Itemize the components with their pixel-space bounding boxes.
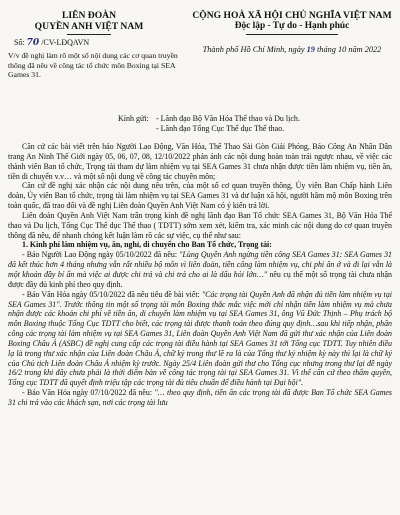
p4-tail: nêu cụ thể một số trọng tài chưa nhận được đầy đủ kinh phí theo quy định. — [8, 269, 392, 289]
issuer-name-line2: QUYỀN ANH VIỆT NAM — [34, 21, 144, 32]
ref-number-handwritten: 70 — [26, 38, 40, 48]
paragraph-6 — [8, 388, 392, 408]
p4-lead: - Báo Người Lao Động ngày 05/10/2022 đã nêu: — [22, 250, 180, 260]
paragraph-1: Căn cứ các bài viết trên báo Người Lao Động, Văn Hóa, Thể Thao Sài Gòn Giải Phóng, Báo Công An Nhân Dân trang An Ninh Thế Giới ngày 05, 06, 07, 08, 12/10/2022 phản ánh các nội dung hoàn toàn trái ngược nhau, về việc các thành viên Ban tổ chức, Trọng tài tham dự làm nhiệm vụ tại SEA Games 31 chưa nhận được tiền làm nhiệm vụ, tiền ăn, tiền di chuyển v.v… và một số nội dung về công tác chuyên môn; — [8, 142, 392, 181]
motto-divider — [246, 34, 338, 35]
p6-lead: - Báo Văn Hóa ngày 07/10/2022 đã nêu: — [22, 388, 155, 398]
p5-quote: "Các trọng tài Quyền Anh đã nhận đủ tiền làm nhiệm vụ tại SEA Games 31". Trước thông tin một số trọng tài môn Boxing thắc mắc việc mới chỉ nhận tiền làm nhiệm vụ mà chưa nhận được các khoản chi phí về tiền ăn, di chuyển làm nhiệm vụ tại SEA Games 31, ông Vũ Đức Thịnh – Phụ trách bộ môn Boxing thuộc Tổng Cục TDTT cho biết, các trọng tài được thanh toán theo đúng quy định…sau khi tiếp nhận, phân công các trọng tài làm nhiệm vụ tại SEA Games 31, Liên đoàn Quyền Anh Việt Nam đã gửi thư xác nhận của Liên đoàn Boxing Châu Á (ASBC) đề nghị cung cấp các trọng tài điều hành tại SEA Games 31 tới Tổng cục TDTT. Tuy nhiên điều lạ là trong thư xác nhận của Liên đoàn Châu Á, chữ ký trong thư lẽ ra là của Tổng thư ký nhiệm kỳ này thì lại là chữ ký của Chủ tịch Liên đoàn Châu Á nhiệm kỳ trước. Ngày 25/4 Liên đoàn gửi thư cho Tổng cục nhưng trong thư lại đề ngày 16/2 trong khi đây chưa phải là thời điểm bàn về công tác trọng tài tại SEA Games 31. Vì thế căn cứ theo thẩm quyền, Tổng cục TDTT đã quyết định triệu tập các trọng tài đủ tiêu chuẩn để điều hành tại Đại hội". — [8, 289, 392, 388]
date-prefix: Thành phố Hồ Chí Minh, ngày — [202, 45, 307, 54]
document-subject: V/v đề nghị làm rõ một số nội dung các cơ quan truyền thông đã nêu về công tác tổ chức môn Boxing tại SEA Games 31. — [8, 51, 178, 80]
p4-quote: "Lùng Quyền Anh ngừng tiền công SEA Games 31: SEA Games 31 đã kết thúc hơn 4 tháng nhưng vẫn rất nhiều bộ môn vì liên đoàn, tiền công làm nhiệm vụ, chi phí ăn ở và đi lại vẫn là một khoản đầy bí ẩn mà việc ai được chi trả và chi trả cho ai là dấu hỏi lớn…" — [8, 250, 392, 279]
recipients — [118, 114, 388, 134]
document-number — [14, 38, 89, 48]
ref-prefix: Số: — [14, 38, 27, 47]
paragraph-2: Căn cứ đề nghị xác nhận các nội dung nêu trên, của một số cơ quan truyền thông, Ủy viên Ban Chấp hành Liên đoàn, Ủy viên Ban tổ chức, trọng tài làm nhiệm vụ tại SEA Games 31 và dư luận xã hội, người hâm mộ môn Boxing trên toàn quốc, đã trao đổi và đề nghị Liên đoàn Quyền Anh Việt Nam có ý kiến trả lời. — [8, 181, 392, 211]
paragraph-5 — [8, 290, 392, 388]
paragraph-3: Liên đoàn Quyền Anh Việt Nam trân trọng kính đề nghị lãnh đạo Ban Tổ chức SEA Games 31, Bộ Văn Hóa Thể thao và Du lịch, Tổng Cục Thể dục Thể thao ( TDTT) sớm xem xét, kiểm tra, xác minh các nội dung do cơ quan truyền thông đã nêu, để nhanh chóng kết luận làm rõ các sự việc, cụ thể như sau: — [8, 210, 392, 240]
national-title: CỘNG HOÀ XÃ HỘI CHỦ NGHĨA VIỆT NAM — [192, 10, 392, 21]
recipient-1: - Lãnh đạo Bộ Văn Hóa Thể thao và Du lịch. — [156, 114, 300, 123]
date-day-handwritten: 19 — [306, 45, 315, 54]
recipients-label: Kính gửi: — [118, 114, 149, 123]
issuer-name-line1: LIÊN ĐOÀN — [61, 10, 117, 21]
national-motto: Độc lập - Tự do - Hạnh phúc — [234, 21, 350, 31]
ref-suffix: /CV-LĐQAVN — [39, 38, 90, 47]
paragraph-4 — [8, 250, 392, 289]
p6-quote: "… theo quy định, tiền ăn các trọng tài đã được Ban Tổ chức SEA Games 31 chi trả vào các khách sạn, nơi các trọng tài lưu — [8, 388, 392, 407]
section-heading-1: 1. Kinh phí làm nhiệm vụ, ăn, nghỉ, di chuyển cho Ban Tổ chức, Trọng tài: — [22, 240, 272, 250]
issuer-header — [14, 10, 164, 35]
p5-lead: - Báo Văn Hóa ngày 05/10/2022 đã nêu tiêu đề bài viết: — [22, 289, 202, 299]
header-divider — [67, 34, 111, 35]
national-header — [192, 10, 392, 35]
recipient-2: - Lãnh đạo Tổng Cục Thể dục Thể thao. — [156, 124, 285, 133]
letter-body — [8, 142, 392, 408]
date-suffix: tháng 10 năm 2022 — [314, 45, 382, 54]
document-date — [192, 45, 392, 54]
